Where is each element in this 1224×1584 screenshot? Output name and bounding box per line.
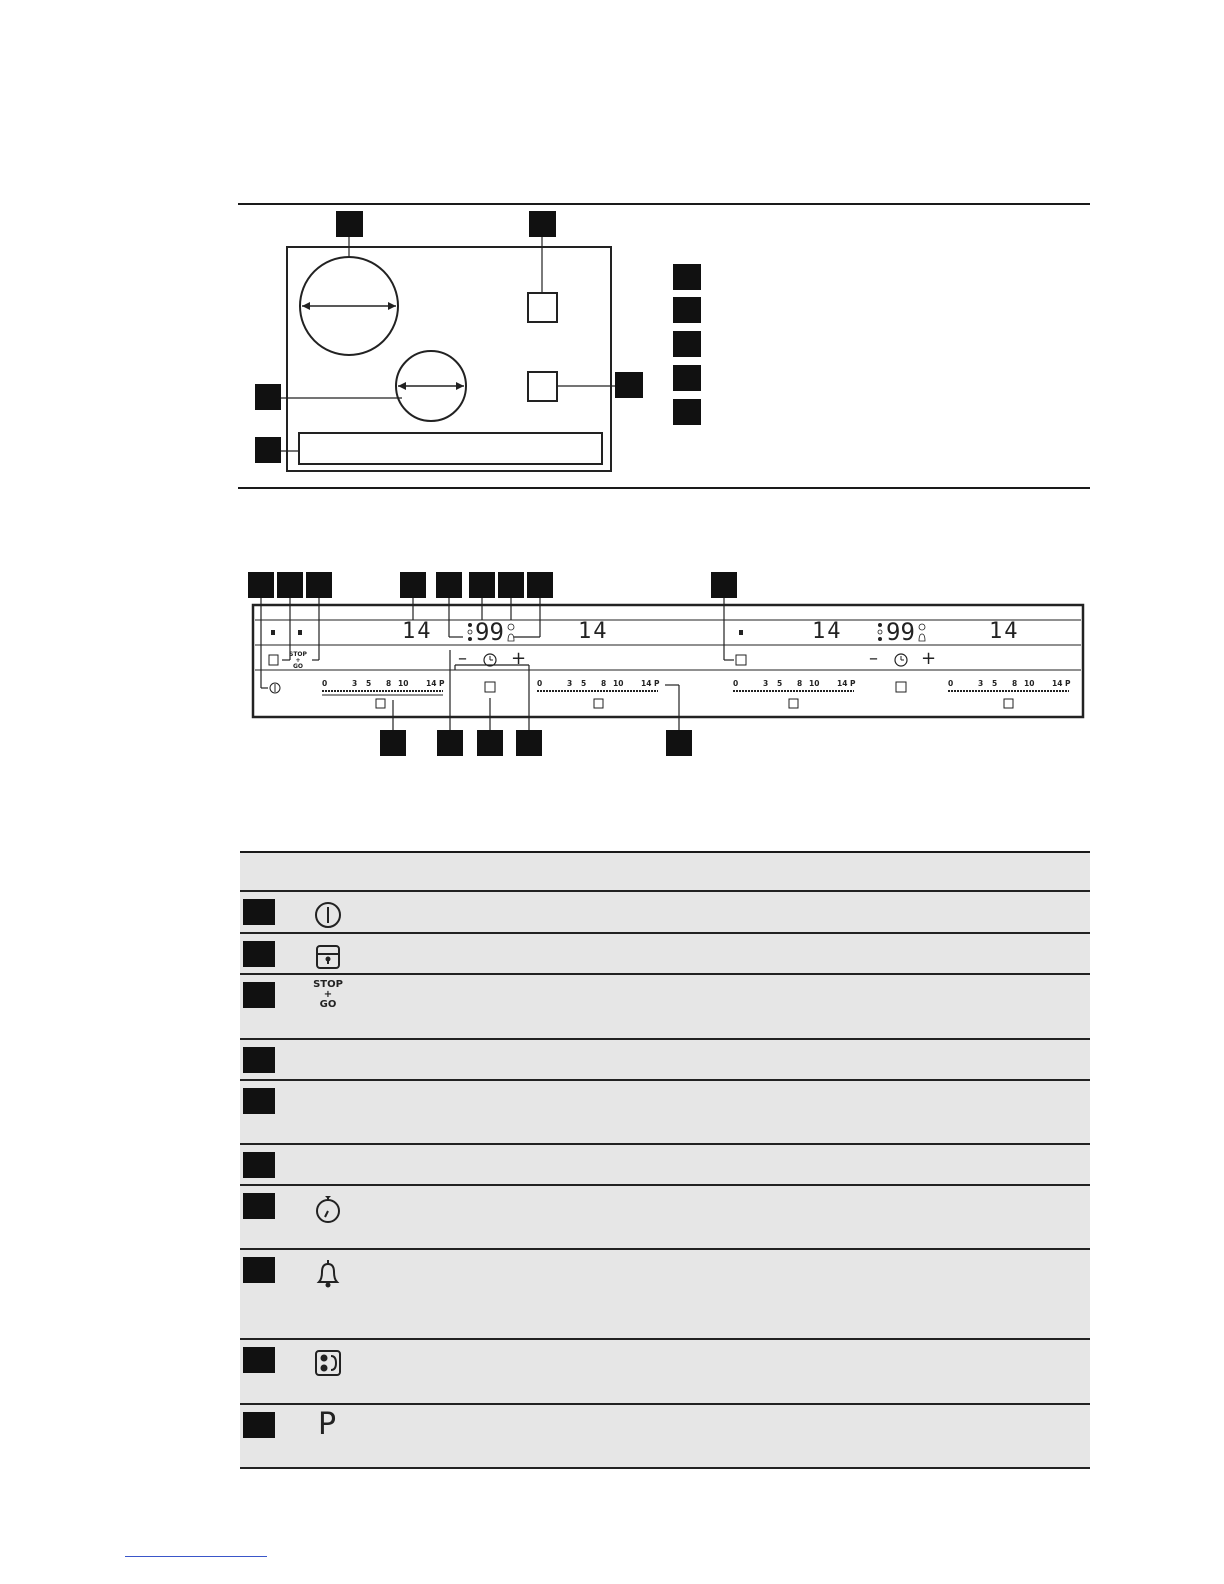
scale-label: 5 <box>366 679 372 688</box>
table-row <box>240 1405 1090 1467</box>
lock-icon <box>310 940 346 974</box>
power-slider-scale-4[interactable] <box>948 679 1070 689</box>
timer-display-1: 99 <box>475 618 504 646</box>
zone-display-2: 14 <box>578 619 609 644</box>
timer-display-2: 99 <box>886 618 915 646</box>
table-row <box>240 1145 1090 1184</box>
scale-label: 0 <box>322 679 328 688</box>
scale-label: 3 <box>352 679 358 688</box>
row-number-badge <box>243 982 275 1008</box>
scale-label: 5 <box>992 679 998 688</box>
scale-label: 8 <box>601 679 607 688</box>
scale-label: 3 <box>763 679 769 688</box>
row-number-badge <box>243 1257 275 1283</box>
table-header-row <box>240 853 1090 890</box>
stop-text: STOP <box>313 979 343 990</box>
zone-display-1: 14 <box>402 619 433 644</box>
stopwatch-icon <box>310 1192 346 1226</box>
table-row <box>240 1340 1090 1403</box>
table-row <box>240 975 1090 1038</box>
row-number-badge <box>243 1047 275 1073</box>
stop-text: STOP <box>289 651 307 658</box>
plus-text: + <box>295 657 301 664</box>
table-row <box>240 1081 1090 1143</box>
scale-label: 10 <box>809 679 820 688</box>
zone-display-4: 14 <box>989 619 1020 644</box>
table-row <box>240 934 1090 973</box>
bridge-icon <box>310 1346 346 1380</box>
table-row <box>240 1186 1090 1248</box>
scale-label: 8 <box>1012 679 1018 688</box>
scale-label: 8 <box>386 679 392 688</box>
scale-label: 14 P <box>837 679 856 688</box>
timer-minus-2[interactable]: – <box>869 648 878 669</box>
scale-label: 8 <box>797 679 803 688</box>
scale-label: 5 <box>581 679 587 688</box>
stop-go-label <box>310 980 346 1010</box>
scale-label: 10 <box>613 679 624 688</box>
row-number-badge <box>243 1193 275 1219</box>
scale-label: 3 <box>978 679 984 688</box>
scale-label: 14 P <box>641 679 660 688</box>
zone-display-3: 14 <box>812 619 843 644</box>
row-number-badge <box>243 1412 275 1438</box>
row-number-badge <box>243 1152 275 1178</box>
table-row <box>240 892 1090 932</box>
scale-label: 5 <box>777 679 783 688</box>
table-row <box>240 1040 1090 1079</box>
footer-link-underline[interactable] <box>125 1556 267 1557</box>
scale-label: 0 <box>733 679 739 688</box>
row-number-badge <box>243 1347 275 1373</box>
scale-label: 3 <box>567 679 573 688</box>
scale-label: 0 <box>948 679 954 688</box>
table-row <box>240 1250 1090 1338</box>
stop-go-key-label[interactable] <box>289 652 307 670</box>
bell-icon <box>310 1256 346 1290</box>
row-number-badge <box>243 941 275 967</box>
timer-plus-1[interactable]: + <box>511 648 527 669</box>
scale-label: 10 <box>398 679 409 688</box>
power-slider-scale-1[interactable] <box>322 679 444 689</box>
go-text: GO <box>292 663 303 670</box>
power-boost-icon: P <box>318 1407 337 1442</box>
row-number-badge <box>243 1088 275 1114</box>
power-slider-scale-2[interactable] <box>537 679 659 689</box>
scale-label: 0 <box>537 679 543 688</box>
scale-label: 14 P <box>426 679 445 688</box>
plus-text: + <box>323 989 333 1000</box>
timer-minus-1[interactable]: – <box>458 648 467 669</box>
row-separator <box>240 1467 1090 1469</box>
timer-plus-2[interactable]: + <box>921 648 937 669</box>
power-slider-scale-3[interactable] <box>733 679 855 689</box>
go-text: GO <box>319 999 337 1010</box>
scale-label: 14 P <box>1052 679 1071 688</box>
scale-label: 10 <box>1024 679 1035 688</box>
power-icon <box>310 898 346 932</box>
row-number-badge <box>243 899 275 925</box>
